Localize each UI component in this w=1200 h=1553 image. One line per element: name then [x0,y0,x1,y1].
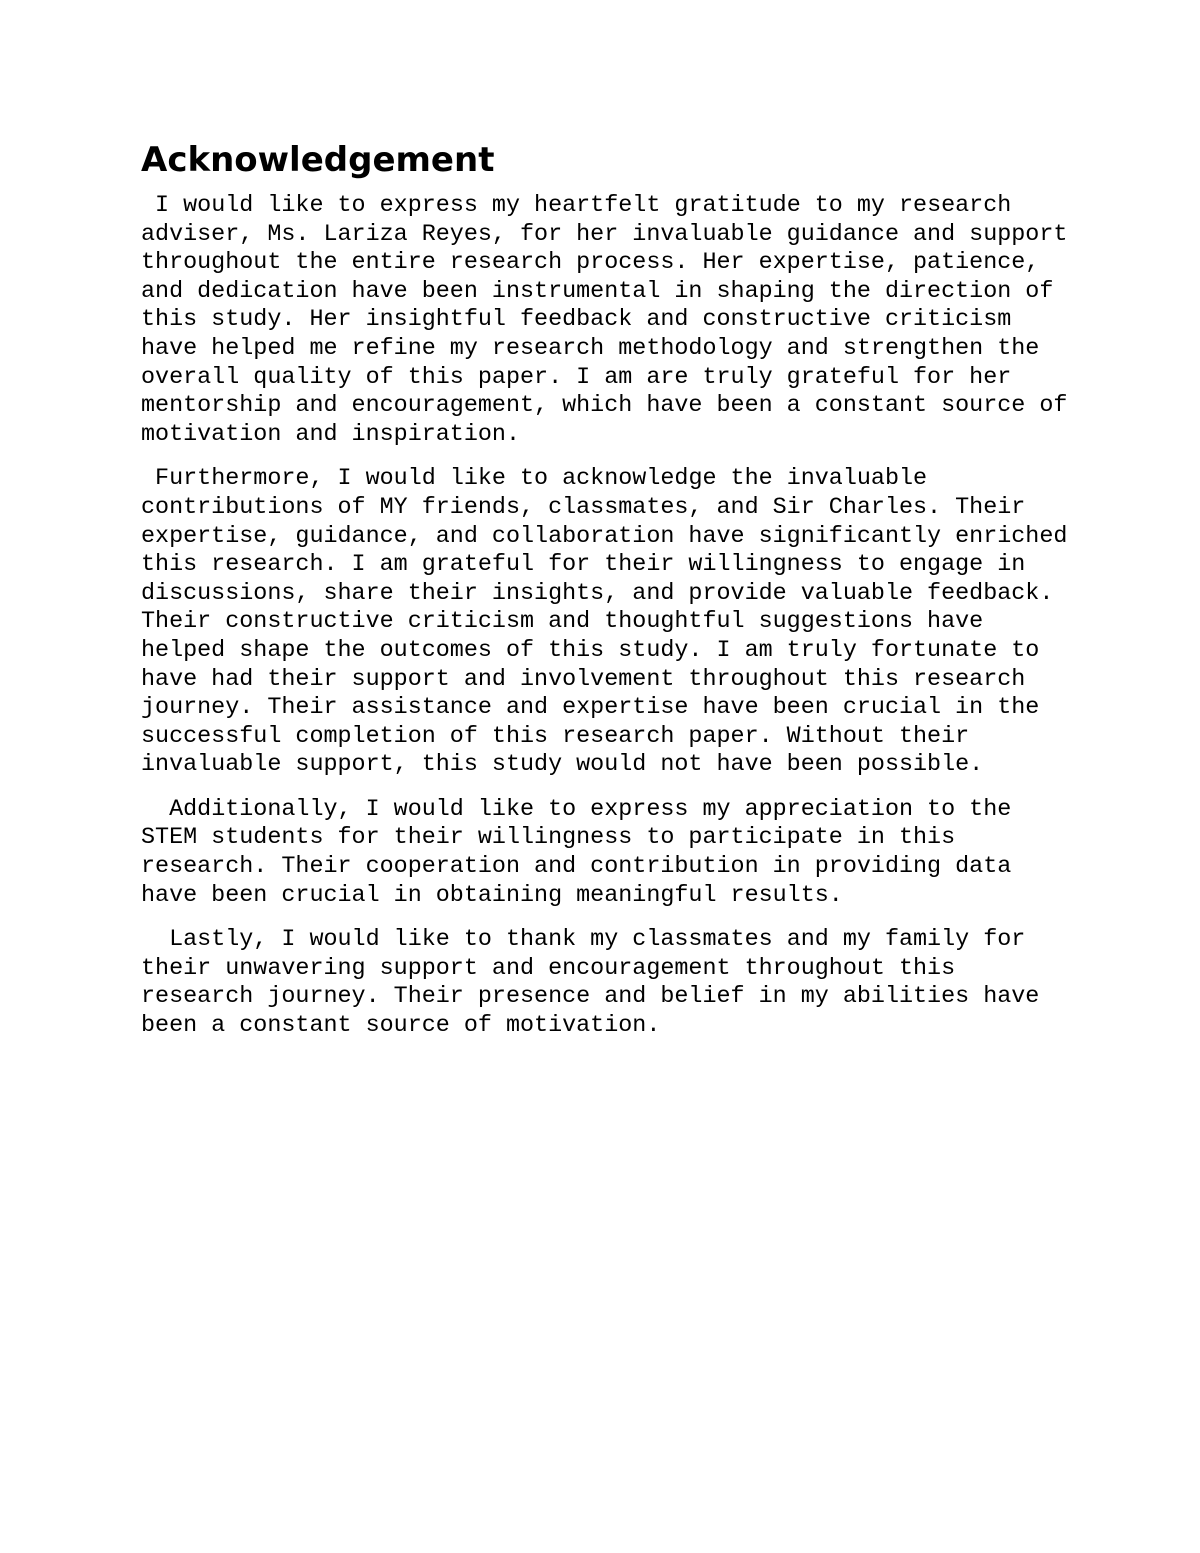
paragraph-adviser: I would like to express my heartfelt gratitude to my research adviser, Ms. Lariza Reyes, for her invaluable guidance and support throughout the entire research process. Her expertise, patience, and dedication have been instrumental in shaping the direction of this study. Her insightful feedback and constructive criticism have helped me refine my research methodology and strengthen the overall quality of this paper. I am are truly grateful for her mentorship and encouragement, which have been a constant source of motivation and inspiration. [141,193,1082,448]
paragraph-participants: Additionally, I would like to express my appreciation to the STEM students for their willingness to participate in this research. Their cooperation and contribution in providing data have been crucial in obtaining meaningful results. [141,796,1026,909]
paragraph-family: Lastly, I would like to thank my classmates and my family for their unwavering support and encouragement throughout this research journey. Their presence and belief in my abilities have been a constant source of motivation. [141,927,1054,1040]
page-title: Acknowledgement [141,140,495,180]
paragraph-contributors: Furthermore, I would like to acknowledge the invaluable contributions of MY friends, classmates, and Sir Charles. Their expertise, guidance, and collaboration have significantly enriched this research. I am grateful for their willingness to engage in discussions, share their insights, and provide valuable feedback. Their constructive criticism and thoughtful suggestions have helped shape the outcomes of this study. I am truly fortunate to have had their support and involvement throughout this research journey. Their assistance and expertise have been crucial in the successful completion of this research paper. Without their invaluable support, this study would not have been possible. [141,466,1082,779]
document-body [141,138,1081,1057]
